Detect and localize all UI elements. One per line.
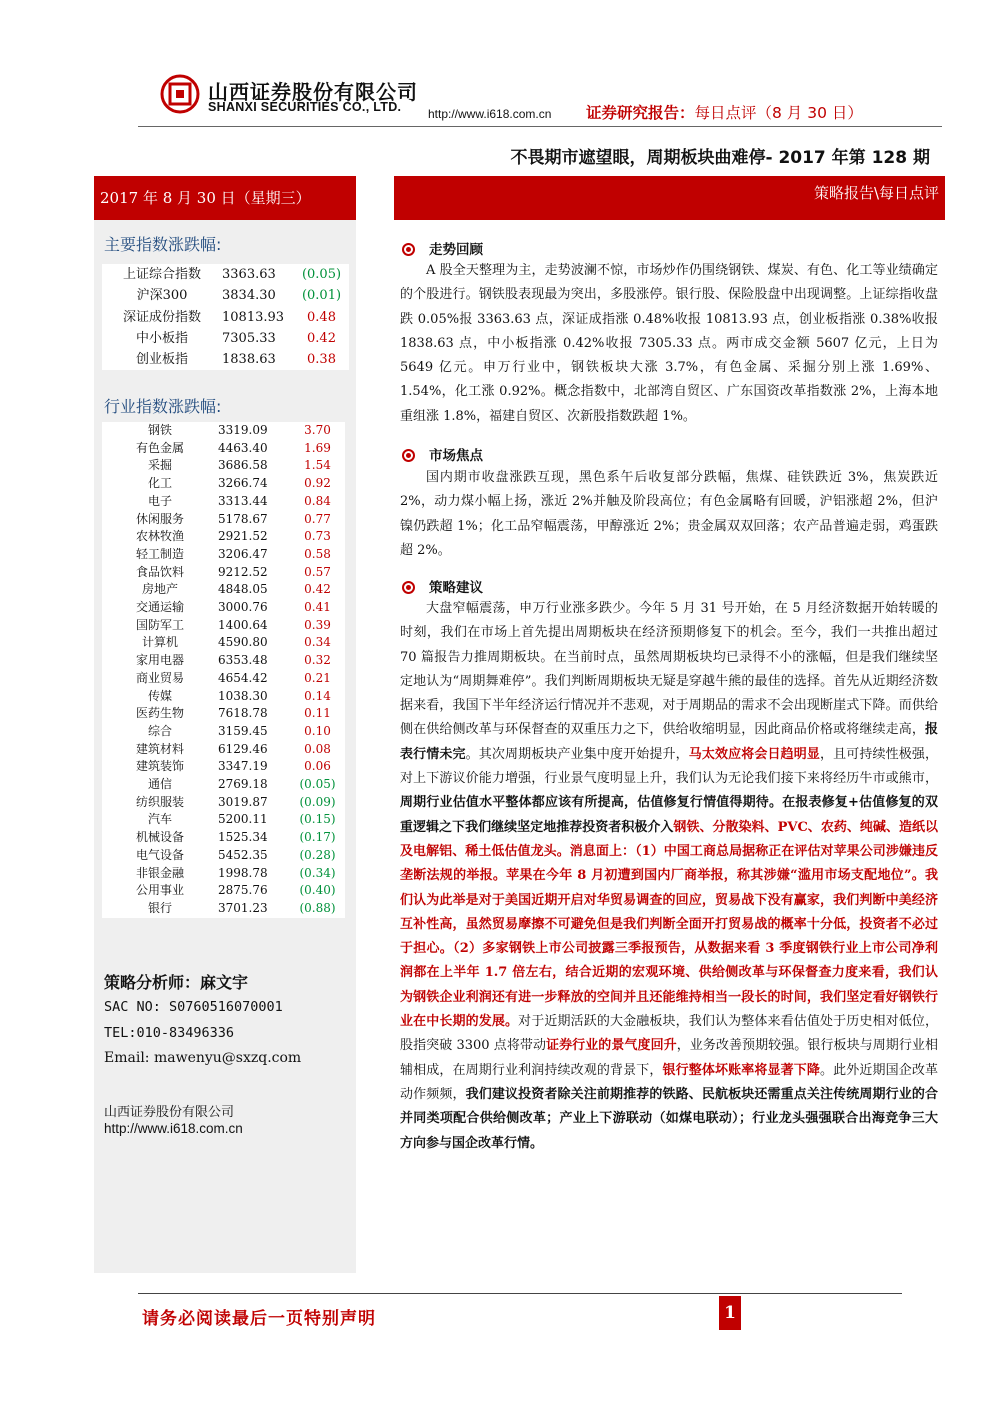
index-change: (0.17) [299, 830, 336, 845]
analyst-name: 策略分析师：麻文宇 [104, 973, 249, 992]
index-row [102, 285, 349, 306]
index-name: 非银金融 [135, 865, 184, 880]
text-run-highlight: 钢铁、分散染料、PVC、农药、纯碱、造纸以及电解铝、稀土低估值龙头。消息面上：（1）中国工商总局据称正在评估对苹果公司涉嫌违反垄断法规的举报。苹果在今年 8 月初遭到国内厂商举报，称其涉嫌“滥用市场支配地位”。我们认为此举是对于美国近期开启对华贸易调查的回应，贸易战下没有赢家，我们判断中美经济互补性高，虽然贸易摩擦不可避免但是我们判断全面开打贸易战的概率十分低，投资者不必过于担心。（2）多家钢铁上市公司披露三季报预告，从数据来看 3 季度钢铁行业上市公司净利润都在上半年 1.7 倍左右，结合近期的宏观环境、供给侧改革与环保督查力度来看，我们认为钢铁企业利润还有进一步释放的空间并且还能维持相当一段长的时间，我们坚定看好钢铁行业在中长期的发展。 [400, 819, 938, 1030]
index-name: 机械设备 [135, 830, 184, 845]
index-row [102, 546, 345, 564]
index-change: 0.58 [304, 546, 331, 561]
index-change: (0.40) [299, 883, 336, 898]
index-row [102, 634, 345, 652]
index-row [102, 581, 345, 599]
index-change: 0.14 [304, 688, 331, 703]
index-change: 0.92 [304, 476, 331, 491]
index-name: 钢铁 [147, 423, 172, 437]
index-value: 1838.63 [222, 352, 276, 368]
index-name: 采掘 [147, 458, 172, 473]
paragraph-text: 国内期市收盘涨跌互现，黑色系午后收复部分跌幅，焦煤、硅铁跌近 3%，焦炭跌近 2%，动力煤小幅上扬，涨近 2%并触及阶段高位；有色金属略有回暖，沪铝涨超 2%，但沪镍仍跌超 1%；化工品窄幅震荡，甲醇涨近 2%；贵金属双双回落；农产品普遍走弱，鸡蛋跌超 2%。 [400, 470, 938, 558]
index-value: 6353.48 [218, 653, 268, 668]
index-value: 5178.67 [218, 511, 268, 526]
text-run: ，业务改善预期较强。银行板块与周期行业相辅相成，在周期行业利润持续改观的背景下， [400, 1038, 938, 1078]
index-name: 电子 [147, 493, 172, 508]
index-row [102, 422, 345, 440]
index-value: 1400.64 [218, 617, 268, 632]
main-indices-table [102, 264, 349, 370]
index-row [102, 349, 349, 370]
disclaimer-note: 请务必阅读最后一页特别声明 [142, 1309, 376, 1329]
index-row [102, 440, 345, 458]
index-name: 汽车 [147, 812, 172, 827]
index-change: 0.84 [304, 493, 331, 508]
index-row [102, 493, 345, 511]
index-change: 0.48 [307, 309, 336, 325]
index-name: 商业贸易 [135, 670, 184, 685]
index-change: 0.57 [304, 564, 331, 579]
text-run-bold: 周期行业估值水平整体都应该有所提高，估值修复行情值得期待。在报表修复+估值修复的双重逻辑之下我们继续坚定地推荐投资者积极介入 [400, 795, 938, 835]
index-change: (0.28) [299, 847, 336, 862]
index-change: 1.69 [304, 440, 331, 455]
section-bullet-icon [402, 581, 415, 594]
index-change: 3.70 [304, 423, 331, 437]
index-value: 7305.33 [222, 330, 276, 346]
analyst-sac: SAC NO: S0760516070001 [104, 999, 283, 1015]
index-row [102, 829, 345, 847]
index-name: 轻工制造 [135, 546, 184, 561]
index-change: (0.88) [299, 900, 336, 915]
section-heading-text: 策略建议 [429, 580, 483, 596]
index-value: 3834.30 [222, 288, 276, 304]
index-row [102, 652, 345, 670]
index-row [102, 811, 345, 829]
index-value: 6129.46 [218, 741, 268, 756]
index-value: 3313.44 [218, 493, 268, 508]
index-change: 0.73 [304, 529, 331, 544]
index-name: 上证综合指数 [122, 267, 201, 282]
index-name: 公用事业 [135, 883, 184, 898]
index-name: 房地产 [141, 582, 178, 597]
index-value: 3000.76 [218, 600, 268, 615]
paragraph-text: A 股全天整理为主，走势波澜不惊，市场炒作仍围绕钢铁、煤炭、有色、化工等业绩确定的个股进行。钢铁股表现最为突出，多股涨停。银行股、保险股盘中出现调整。上证综指收盘跌 0.05%报 3363.63 点，深证成指涨 0.48%收报 10813.93 点，创业板指涨 0.38%收报 1838.63 点，中小板指涨 0.42%收报 7305.33 点。两市成交金额 5607 亿元，上日为 5649 亿元。申万行业中，钢铁板块大涨 3.7%，有色金属、采掘分别上涨 1.69%、1.54%，化工涨 0.92%。概念指数中，北部湾自贸区、广东国资改革指数涨 2%，上海本地重组涨 1.8%，福建自贸区、次新股指数跌超 1%。 [400, 263, 938, 424]
paragraph-focus [400, 466, 938, 563]
company-name-cn: 山西证券股份有限公司 [208, 80, 418, 104]
index-value: 1038.30 [218, 688, 268, 703]
sidebar-company: 山西证券股份有限公司 [104, 1105, 235, 1120]
text-run: 。其次周期板块产业集中度开始提升， [465, 746, 689, 762]
index-name: 食品饮料 [135, 564, 184, 579]
index-value: 2921.52 [218, 529, 268, 544]
index-row [102, 723, 345, 741]
index-value: 3206.47 [218, 546, 268, 561]
index-change: (0.15) [299, 812, 336, 827]
text-run-highlight: 银行整体坏账率将显著下降 [662, 1062, 820, 1078]
index-value: 5452.35 [218, 847, 268, 862]
text-run: 对于近期活跃的大金融板块，我们认为整体来看估值处于历史相对低位，股指突破 3300 点将带动 [400, 1014, 938, 1054]
company-name-en: SHANXI SECURITIES CO., LTD. [208, 100, 402, 114]
index-change: (0.05) [301, 267, 342, 282]
index-change: 0.06 [304, 759, 331, 774]
index-change: 0.21 [304, 670, 331, 685]
main-indices-title: 主要指数涨跌幅: [104, 235, 222, 254]
index-value: 3363.63 [222, 267, 276, 282]
industry-indices-title: 行业指数涨跌幅: [104, 397, 222, 416]
index-value: 1998.78 [218, 865, 268, 880]
text-run: 。此外近期国企改革动作频频， [400, 1062, 938, 1102]
index-change: 0.41 [304, 600, 331, 615]
index-value: 1525.34 [218, 830, 268, 845]
sidebar-website[interactable]: http://www.i618.com.cn [104, 1121, 243, 1136]
index-value: 3319.09 [218, 423, 268, 437]
index-row [102, 475, 345, 493]
text-run-highlight: 证券行业的景气度回升 [546, 1038, 677, 1054]
text-run: ，且可持续性极强，对上下游议价能力增强，行业景气度明显上升，我们认为无论我们接下来将经历牛市或熊市， [400, 746, 938, 787]
index-row [102, 776, 345, 794]
index-value: 10813.93 [222, 309, 285, 325]
index-name: 化工 [147, 476, 172, 491]
index-change: 1.54 [304, 458, 331, 473]
report-label: 证券研究报告： [586, 104, 695, 122]
index-row [102, 264, 349, 285]
index-value: 3266.74 [218, 476, 268, 491]
index-name: 深证成份指数 [122, 309, 201, 325]
index-value: 3686.58 [218, 458, 268, 473]
index-value: 4848.05 [218, 582, 268, 597]
index-change: 0.38 [307, 352, 336, 368]
section-heading-focus [402, 444, 483, 464]
text-run-highlight: 马太效应将会日趋明显 [688, 746, 820, 762]
index-row [102, 741, 345, 759]
index-row [102, 758, 345, 776]
index-row [102, 528, 345, 546]
paragraph-review [400, 259, 938, 429]
analyst-email[interactable]: Email: mawenyu@sxzq.com [104, 1050, 302, 1066]
category-banner: 策略报告\每日点评 [394, 176, 945, 220]
index-row [102, 847, 345, 865]
index-value: 2769.18 [218, 777, 268, 792]
index-row [102, 328, 349, 349]
index-name: 综合 [147, 723, 172, 738]
index-name: 家用电器 [135, 653, 184, 668]
company-logo-icon [160, 74, 200, 114]
paragraph-strategy [400, 597, 938, 1156]
index-name: 国防军工 [135, 617, 184, 632]
index-value: 3159.45 [218, 723, 268, 738]
index-change: (0.01) [301, 288, 342, 304]
index-change: 0.08 [304, 741, 331, 756]
index-name: 创业板指 [135, 352, 188, 368]
index-value: 4463.40 [218, 440, 268, 455]
index-change: 0.10 [304, 723, 331, 738]
index-value: 3347.19 [218, 759, 268, 774]
index-change: (0.05) [299, 777, 336, 792]
index-row [102, 670, 345, 688]
section-heading-text: 走势回顾 [429, 242, 483, 258]
section-heading-strategy [402, 576, 483, 596]
index-change: 0.42 [304, 582, 331, 597]
index-row [102, 705, 345, 723]
index-name: 农林牧渔 [135, 529, 184, 544]
section-heading-review [402, 238, 483, 258]
index-change: 0.77 [304, 511, 331, 526]
index-row [102, 865, 345, 883]
index-change: 0.34 [304, 635, 331, 650]
industry-indices-table [102, 422, 345, 918]
report-type [586, 101, 863, 123]
index-row [102, 599, 345, 617]
index-name: 电气设备 [135, 847, 184, 862]
index-change: (0.09) [299, 794, 336, 809]
index-value: 4590.80 [218, 635, 268, 650]
text-run: 大盘窄幅震荡，申万行业涨多跌少。今年 5 月 31 号开始，在 5 月经济数据开始转暖的时刻，我们在市场上首先提出周期板块在经济预期修复下的机会。至今，我们一共推出超过 70 篇报告力推周期板块。在当前时点，虽然周期板块均已录得不小的涨幅，但是我们继续坚定地认为“周期舞难停”。我们判断周期板块无疑是穿越牛熊的最佳的选择。首先从近期经济数据来看，我国下半年经济运行情况并不悲观，对于周期品的需求不会出现断崖式下降。而供给侧在供给侧改革与环保督查的双重压力之下，供给收缩明显，因此商品价格或将继续走高， [400, 601, 938, 738]
index-value: 2875.76 [218, 883, 268, 898]
index-row [102, 882, 345, 900]
index-name: 中小板指 [135, 330, 188, 346]
page-number: 1 [719, 1296, 741, 1330]
index-name: 建筑材料 [135, 741, 184, 756]
text-run-bold: 我们建议投资者除关注前期推荐的铁路、民航板块还需重点关注传统周期行业的合并同类项配合供给侧改革；产业上下游联动（如煤电联动）；行业龙头强强联合出海竞争三大方向参与国企改革行情。 [400, 1086, 938, 1151]
footer-divider [138, 1293, 902, 1294]
strategy-text [400, 597, 938, 1156]
index-change: 0.39 [304, 617, 331, 632]
index-value: 4654.42 [218, 670, 268, 685]
index-change: 0.11 [304, 706, 331, 721]
index-row [102, 900, 345, 918]
index-row [102, 564, 345, 582]
date-banner: 2017 年 8 月 30 日（星期三） [94, 176, 356, 220]
header-divider [138, 126, 942, 127]
report-type-value: 每日点评（8 月 30 日） [694, 104, 863, 122]
index-name: 医药生物 [135, 706, 184, 721]
index-name: 沪深300 [136, 288, 188, 304]
index-name: 计算机 [141, 635, 178, 650]
analyst-tel: TEL:010-83496336 [104, 1025, 235, 1041]
index-change: 0.42 [307, 330, 336, 346]
index-row [102, 794, 345, 812]
index-name: 建筑装饰 [135, 759, 184, 774]
header-url[interactable]: http://www.i618.com.cn [428, 107, 552, 121]
index-row [102, 457, 345, 475]
index-name: 通信 [147, 777, 172, 792]
index-value: 3019.87 [218, 794, 268, 809]
report-title: 不畏期市遮望眼，周期板块曲难停- 2017 年第 128 期 [510, 148, 930, 168]
index-name: 有色金属 [135, 440, 184, 455]
index-name: 休闲服务 [135, 511, 184, 526]
section-heading-text: 市场焦点 [429, 448, 483, 464]
section-bullet-icon [402, 243, 415, 256]
section-bullet-icon [402, 449, 415, 462]
index-change: (0.34) [299, 865, 336, 880]
index-name: 交通运输 [135, 600, 184, 615]
text-run-bold: 报表行情未完 [400, 722, 938, 762]
index-change: 0.32 [304, 653, 331, 668]
index-row [102, 307, 349, 328]
index-name: 银行 [147, 900, 172, 915]
index-row [102, 511, 345, 529]
index-value: 9212.52 [218, 564, 268, 579]
index-row [102, 617, 345, 635]
index-value: 7618.78 [218, 706, 268, 721]
index-value: 3701.23 [218, 900, 268, 915]
index-name: 纺织服装 [135, 794, 184, 809]
index-row [102, 688, 345, 706]
index-value: 5200.11 [218, 812, 268, 827]
index-name: 传媒 [147, 688, 172, 703]
